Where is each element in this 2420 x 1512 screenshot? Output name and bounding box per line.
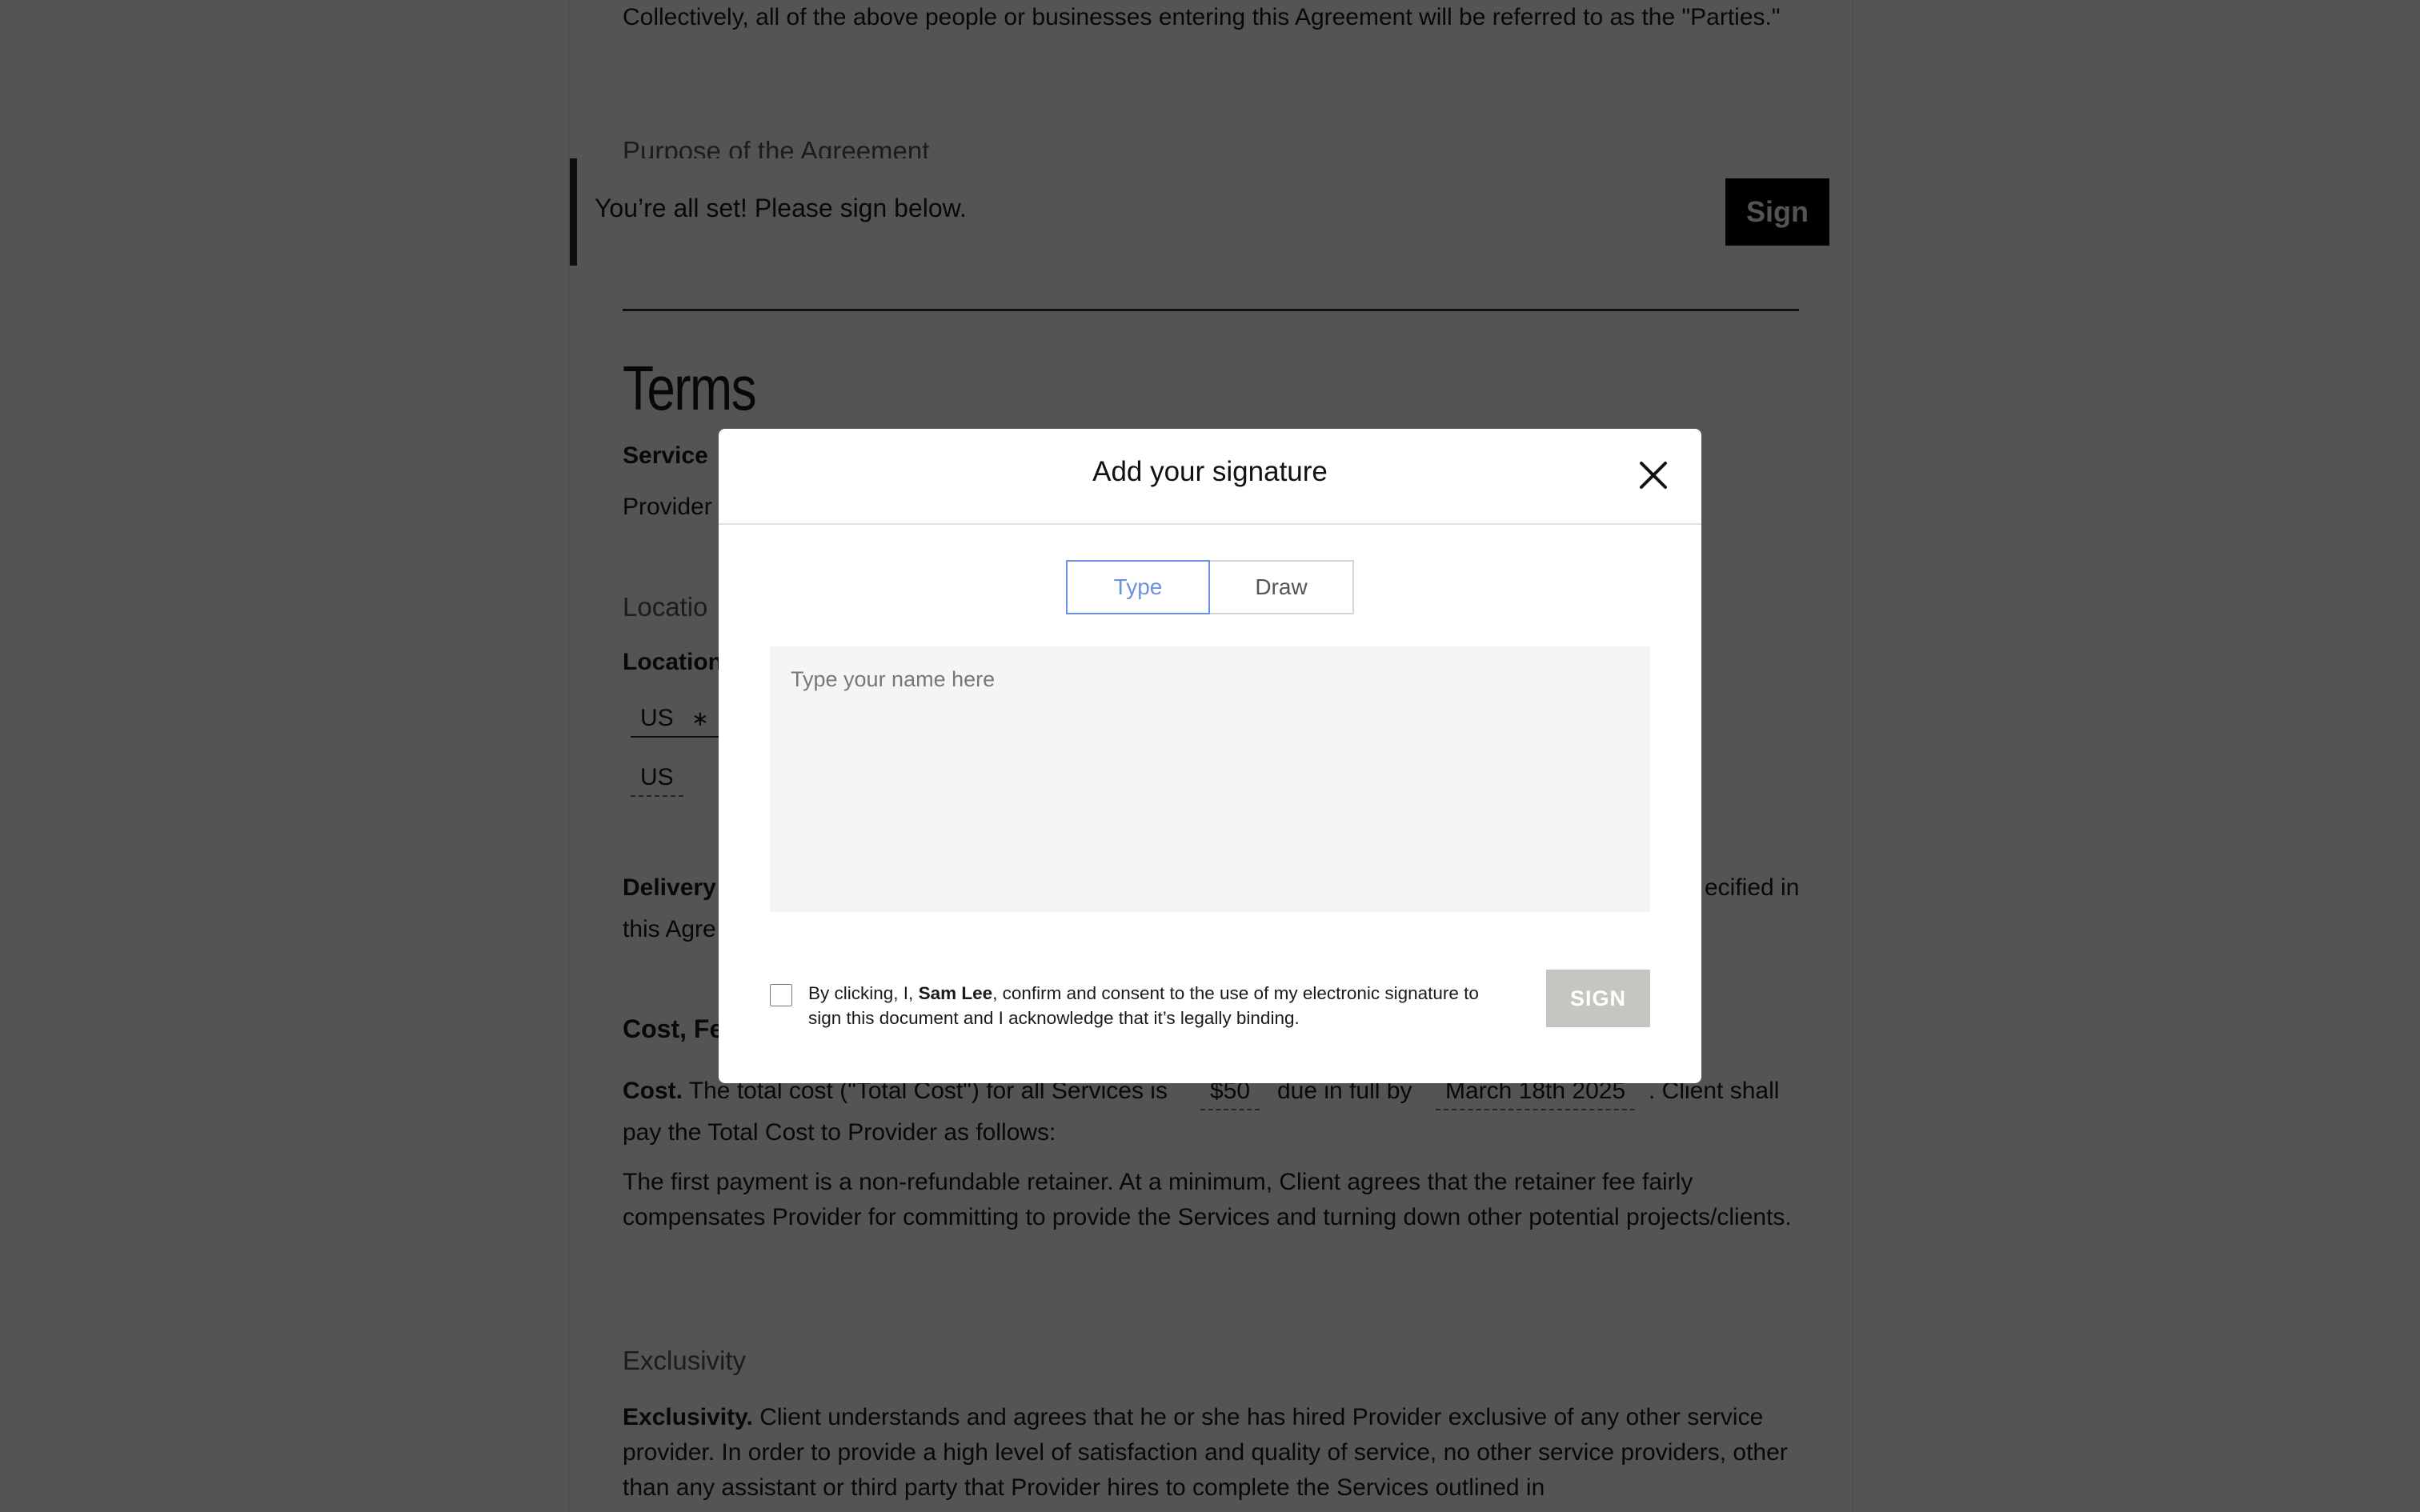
signature-mode-tabs [1066, 560, 1354, 614]
tab-type[interactable]: Type [1066, 560, 1210, 614]
modal-header [719, 429, 1701, 525]
signer-name: Sam Lee [918, 983, 993, 1003]
consent-checkbox[interactable] [770, 984, 792, 1006]
sign-button[interactable]: SIGN [1546, 970, 1650, 1027]
modal-title: Add your signature [1092, 456, 1328, 487]
consent-text [808, 981, 1496, 1030]
tab-draw[interactable]: Draw [1210, 560, 1354, 614]
close-icon [1631, 453, 1676, 498]
close-button[interactable] [1631, 453, 1676, 498]
consent-prefix: By clicking, I, [808, 983, 914, 1003]
signature-modal [719, 429, 1701, 1083]
consent-suffix: , confirm and consent to the use of my electronic signature to sign this document and I acknowledge that it’s legally binding. [808, 983, 1479, 1028]
signature-name-input[interactable] [770, 646, 1650, 912]
